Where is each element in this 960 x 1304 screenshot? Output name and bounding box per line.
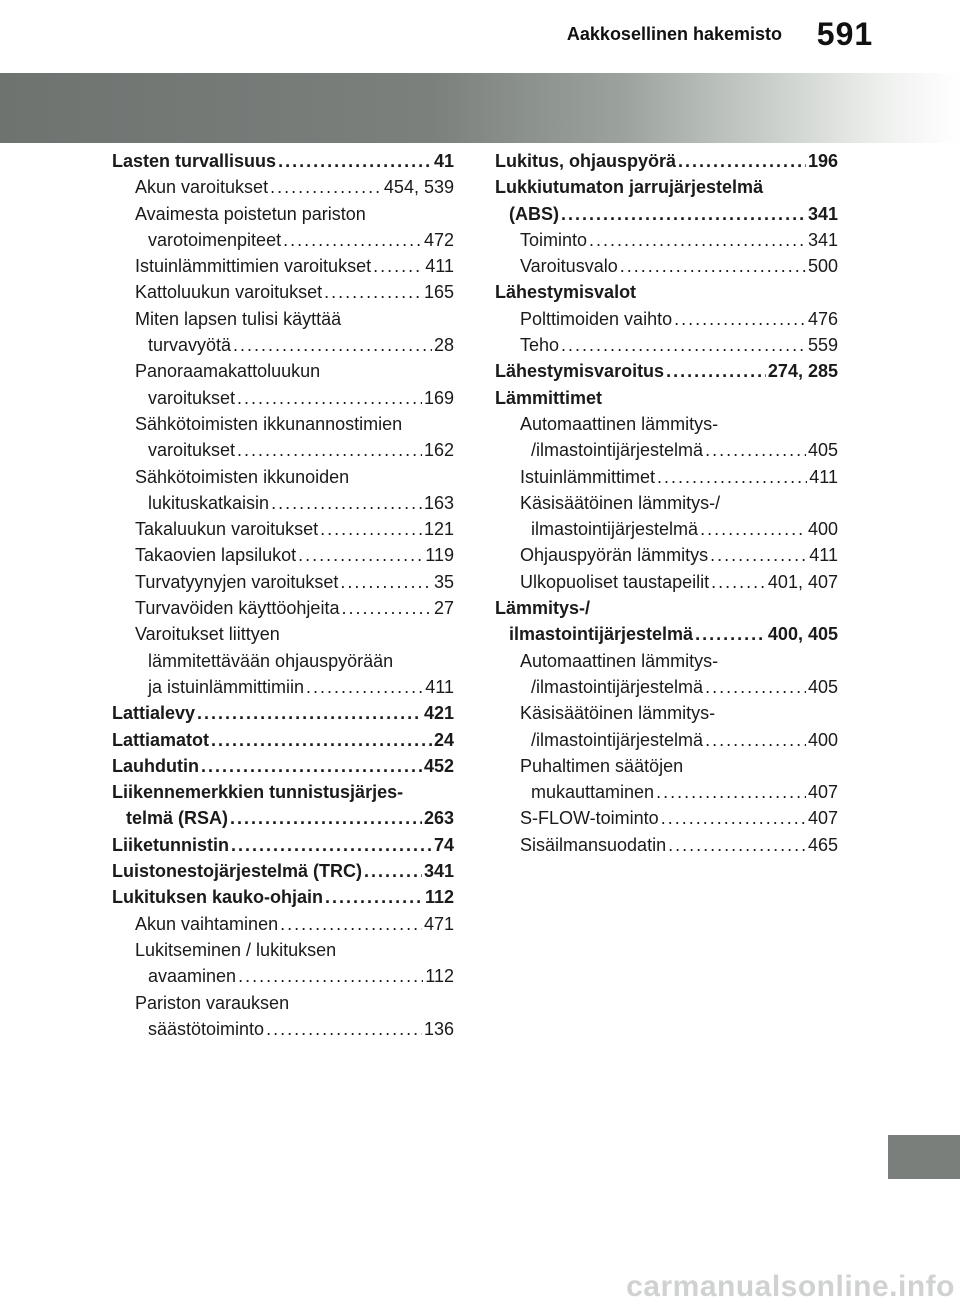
index-entry-text: /ilmastointijärjestelmä [531, 676, 704, 697]
index-entry-page: 263 [423, 808, 454, 829]
index-entry [495, 700, 838, 726]
index-entry-page: 471 [423, 913, 454, 934]
index-entry-text: Lähestymisvaroitus [495, 361, 665, 382]
index-entry-page: 163 [423, 492, 454, 513]
index-entry [112, 858, 454, 884]
dot-leader [283, 227, 422, 253]
index-entry-page: 407 [807, 782, 838, 803]
index-entry [112, 595, 454, 621]
index-entry-page: 465 [807, 834, 838, 855]
index-entry-page: 196 [807, 151, 838, 171]
index-entry-page: 341 [423, 861, 454, 882]
dot-leader [280, 911, 422, 937]
dot-leader [561, 332, 806, 358]
dot-leader [278, 148, 432, 174]
index-entry [112, 884, 454, 910]
dot-leader [710, 542, 807, 568]
index-entry [112, 437, 454, 463]
index-entry-text: Takaluukun varoitukset [135, 519, 319, 540]
index-entry-text: Liikennemerkkien tunnistusjärjes- [112, 782, 404, 803]
index-entry-text: ilmastointijärjestelmä [531, 519, 699, 540]
index-entry-page: 421 [423, 703, 454, 724]
index-entry-page: 559 [807, 335, 838, 356]
index-entry-text: Varoitukset liittyen [135, 624, 280, 645]
index-entry [495, 385, 838, 411]
index-entry-text: mukauttaminen [531, 782, 655, 803]
index-entry-text: Varoitusvalo [520, 256, 618, 277]
index-entry [112, 832, 454, 858]
dot-leader [238, 963, 423, 989]
index-entry [495, 516, 838, 542]
index-entry-text: telmä (RSA) [126, 808, 229, 829]
dot-leader [231, 832, 432, 858]
index-entry-page: 405 [807, 440, 838, 461]
index-entry-text: Luistonestojärjestelmä (TRC) [112, 861, 363, 882]
index-entry-page: 411 [809, 466, 838, 487]
dot-leader [656, 779, 806, 805]
dot-leader [657, 464, 807, 490]
dot-leader [705, 674, 806, 700]
index-entry [112, 727, 454, 753]
dot-leader [211, 727, 432, 753]
index-entry-page: 401, 407 [767, 571, 838, 592]
index-entry-text: turvavyötä [148, 335, 232, 356]
index-entry-text: Polttimoiden vaihto [520, 308, 673, 329]
index-entry [495, 148, 838, 174]
dot-leader [666, 358, 766, 384]
index-column-left [112, 148, 454, 1042]
index-entry [495, 464, 838, 490]
dot-leader [197, 700, 422, 726]
dot-leader [373, 253, 423, 279]
dot-leader [324, 279, 422, 305]
dot-leader [561, 201, 806, 227]
index-entry-page: 112 [425, 966, 454, 987]
index-entry [495, 227, 838, 253]
index-entry-text: Käsisäätöinen lämmitys- [520, 703, 716, 724]
index-entry-text: avaaminen [148, 966, 237, 987]
index-entry [495, 727, 838, 753]
index-entry-page: 162 [423, 440, 454, 461]
index-entry-text: Takaovien lapsilukot [135, 545, 297, 566]
index-entry-text: Sähkötoimisten ikkunoiden [135, 466, 350, 487]
dot-leader [705, 437, 806, 463]
index-entry-text: Lasten turvallisuus [112, 151, 277, 171]
index-entry-text: Ulkopuoliset taustapeilit [520, 571, 710, 592]
index-entry [112, 542, 454, 568]
index-entry-text: /ilmastointijärjestelmä [531, 729, 704, 750]
index-entry [112, 411, 454, 437]
index-entry [495, 490, 838, 516]
index-entry-text: ilmastointijärjestelmä [509, 624, 694, 645]
index-entry-page: 41 [433, 151, 454, 171]
index-entry-text: lämmitettävään ohjauspyörään [148, 650, 394, 671]
index-entry-text: Teho [520, 335, 560, 356]
dot-leader [230, 805, 422, 831]
index-entry-page: 341 [807, 229, 838, 250]
index-entry [112, 1016, 454, 1042]
index-entry-text: Lukitus, ohjauspyörä [495, 151, 677, 171]
index-entry-text: säästötoiminto [148, 1018, 265, 1039]
index-entry [112, 990, 454, 1016]
index-entry-page: 454, 539 [383, 177, 454, 198]
index-entry-page: 74 [433, 834, 454, 855]
index-entry [112, 700, 454, 726]
index-entry-page: 400, 405 [767, 624, 838, 645]
index-entry [495, 332, 838, 358]
dot-leader [668, 832, 806, 858]
index-entry-text: varoitukset [148, 387, 236, 408]
dot-leader [270, 174, 382, 200]
section-thumb-tab [888, 1135, 960, 1179]
dot-leader [306, 674, 423, 700]
dot-leader [271, 490, 422, 516]
index-entry-text: Lähestymisvalot [495, 282, 637, 303]
index-entry-page: 407 [807, 808, 838, 829]
index-entry-text: Käsisäätöinen lämmitys-/ [520, 492, 721, 513]
index-entry [495, 279, 838, 305]
index-entry [495, 595, 838, 621]
index-entry [112, 569, 454, 595]
index-entry-page: 400 [807, 519, 838, 540]
dot-leader [237, 437, 422, 463]
index-entry-text: Lämmitys-/ [495, 598, 591, 619]
index-entry-page: 341 [807, 203, 838, 224]
index-entry-text: Miten lapsen tulisi käyttää [135, 308, 342, 329]
dot-leader [620, 253, 806, 279]
index-entry-text: Lukkiutumaton jarrujärjestelmä [495, 177, 764, 198]
index-entry [112, 937, 454, 963]
index-entry [495, 779, 838, 805]
dot-leader [341, 595, 432, 621]
index-entry [112, 227, 454, 253]
index-entry-page: 28 [433, 335, 454, 356]
index-entry [495, 621, 838, 647]
index-entry-page: 24 [433, 729, 454, 750]
index-entry-page: 411 [425, 256, 454, 277]
dot-leader [237, 385, 422, 411]
index-entry-text: Pariston varauksen [135, 992, 290, 1013]
index-entry-text: Ohjauspyörän lämmitys [520, 545, 709, 566]
dot-leader [320, 516, 422, 542]
index-entry-page: 35 [433, 571, 454, 592]
index-entry [112, 516, 454, 542]
index-entry-text: Automaattinen lämmitys- [520, 413, 719, 434]
index-entry-page: 274, 285 [767, 361, 838, 382]
index-entry-page: 169 [423, 387, 454, 408]
index-entry-text: Lauhdutin [112, 755, 199, 776]
index-entry-text: Turvavöiden käyttöohjeita [135, 598, 340, 619]
dot-leader [266, 1016, 422, 1042]
index-entry [112, 464, 454, 490]
index-entry [495, 306, 838, 332]
index-entry [112, 306, 454, 332]
index-entry-page: 411 [809, 545, 838, 566]
index-entry [495, 437, 838, 463]
index-entry-page: 472 [423, 229, 454, 250]
index-entry [112, 201, 454, 227]
index-entry [112, 358, 454, 384]
index-entry-text: Akun vaihtaminen [135, 913, 279, 934]
index-entry-page: 119 [425, 545, 454, 566]
index-entry-text: Automaattinen lämmitys- [520, 650, 719, 671]
index-entry [112, 674, 454, 700]
dot-leader [695, 621, 766, 647]
watermark: carmanualsonline.info [626, 1270, 955, 1303]
index-entry [112, 385, 454, 411]
index-entry [495, 542, 838, 568]
index-entry-page: 165 [423, 282, 454, 303]
index-entry-page: 121 [423, 519, 454, 540]
index-entry-text: Puhaltimen säätöjen [520, 755, 684, 776]
index-entry [112, 332, 454, 358]
index-entry-page: 500 [807, 256, 838, 277]
index-column-right [495, 148, 838, 858]
index-entry-text: Lämmittimet [495, 387, 603, 408]
index-entry-text: Lattialevy [112, 703, 196, 724]
dot-leader [340, 569, 432, 595]
index-entry [112, 253, 454, 279]
index-entry-text: Lattiamatot [112, 729, 210, 750]
index-entry-text: Toiminto [520, 229, 588, 250]
dot-leader [700, 516, 806, 542]
index-entry [495, 674, 838, 700]
index-entry [495, 805, 838, 831]
index-entry [495, 648, 838, 674]
index-entry-text: Liiketunnistin [112, 834, 229, 855]
index-entry [112, 963, 454, 989]
dot-leader [661, 805, 806, 831]
index-entry [495, 832, 838, 858]
index-entry-page: 476 [807, 308, 838, 329]
index-entry-text: Sähkötoimisten ikkunannostimien [135, 413, 403, 434]
dot-leader [233, 332, 432, 358]
dot-leader [325, 884, 423, 910]
index-entry [495, 253, 838, 279]
dot-leader [364, 858, 422, 884]
index-entry-page: 400 [807, 729, 838, 750]
index-entry-text: Istuinlämmittimien varoitukset [135, 256, 372, 277]
index-entry-text: Avaimesta poistetun pariston [135, 203, 366, 224]
index-entry [112, 174, 454, 200]
index-entry [112, 621, 454, 647]
dot-leader [589, 227, 806, 253]
index-entry-text: Lukitseminen / lukituksen [135, 939, 337, 960]
dot-leader [201, 753, 422, 779]
dot-leader [298, 542, 423, 568]
index-entry [495, 201, 838, 227]
page-number: 591 [816, 16, 874, 52]
dot-leader [711, 569, 766, 595]
running-header-title: Aakkosellinen hakemisto [566, 24, 782, 44]
header-banner [0, 73, 960, 143]
index-entry-page: 452 [423, 755, 454, 776]
index-entry-page: 136 [423, 1018, 454, 1039]
index-entry [112, 490, 454, 516]
dot-leader [674, 306, 806, 332]
index-entry-page: 411 [425, 676, 454, 697]
index-entry [495, 411, 838, 437]
index-entry [495, 753, 838, 779]
index-entry-text: (ABS) [509, 203, 559, 224]
index-entry [495, 174, 838, 200]
index-entry [112, 279, 454, 305]
index-entry [112, 753, 454, 779]
index-entry-text: Istuinlämmittimet [520, 466, 656, 487]
index-entry-page: 112 [424, 887, 454, 908]
index-entry [495, 569, 838, 595]
dot-leader [678, 148, 806, 174]
index-entry-text: Akun varoitukset [135, 177, 269, 198]
index-entry-text: varotoimenpiteet [148, 229, 282, 250]
index-entry-text: Turvatyynyjen varoitukset [135, 571, 339, 592]
index-entry-page: 27 [433, 598, 454, 619]
index-entry-text: Lukituksen kauko-ohjain [112, 887, 324, 908]
index-entry-text: ja istuinlämmittimiin [148, 676, 305, 697]
index-entry [112, 779, 454, 805]
index-entry [495, 358, 838, 384]
index-entry-page: 405 [807, 676, 838, 697]
index-entry-text: varoitukset [148, 440, 236, 461]
index-entry [112, 911, 454, 937]
index-entry [112, 648, 454, 674]
index-entry-text: Panoraamakattoluukun [135, 361, 321, 382]
index-entry-text: lukituskatkaisin [148, 492, 270, 513]
index-entry-text: /ilmastointijärjestelmä [531, 440, 704, 461]
index-entry [112, 805, 454, 831]
index-entry-text: Kattoluukun varoitukset [135, 282, 323, 303]
dot-leader [705, 727, 806, 753]
index-entry-text: Sisäilmansuodatin [520, 834, 667, 855]
index-entry-text: S-FLOW-toiminto [520, 808, 659, 829]
index-entry [112, 148, 454, 174]
